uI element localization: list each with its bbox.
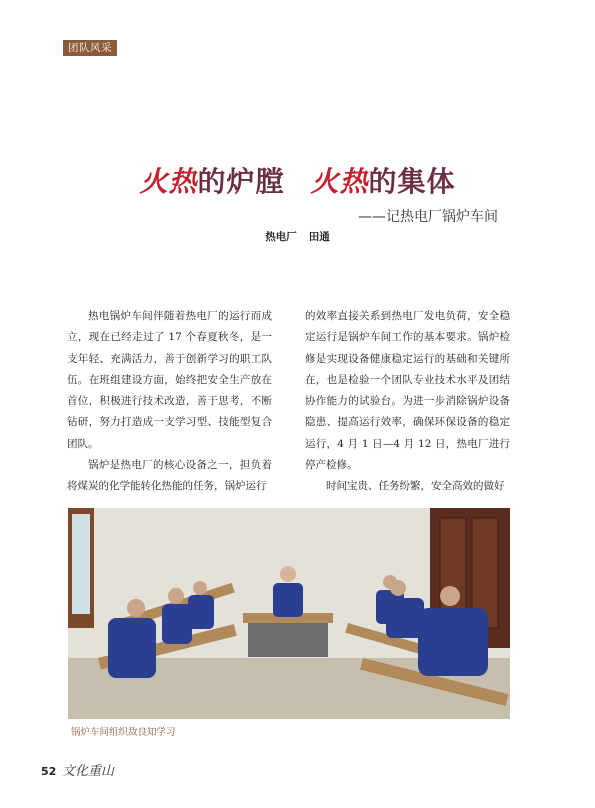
title-rest-2: 的集体 [368,165,456,198]
body-column-right [305,306,510,498]
paragraph: 时间宝贵、任务纷繁，安全高效的做好 [326,480,505,493]
page-number: 52 [41,765,57,778]
body-column-left [67,306,272,498]
title-highlight-1: 火热 [139,165,198,198]
section-tag: 团队风采 [63,40,117,56]
meeting-photo [68,508,510,719]
article-subtitle: ——记热电厂锅炉车间 [358,209,498,225]
magazine-logo [60,760,124,780]
byline-department: 热电厂 [265,231,297,243]
paragraph: 的效率直接关系到热电厂发电负荷，安全稳定运行是锅炉车间工作的基本要求。锅炉检修是实现设备健康稳定运行的基础和关键所在，也是检验一个团队专业技术水平及团结协作能力的试验台。为进一步消除锅炉设备隐患、提高运行效率，确保环保设备的稳定运行，4 月 1 日—4 月 12 日，热电厂进行停产检修。 [305,310,510,472]
byline-author: 田通 [308,231,330,243]
photo-caption: 锅炉车间组织敌良知学习 [71,727,176,738]
paragraph: 锅炉是热电厂的核心设备之一，担负着将煤炭的化学能转化热能的任务，锅炉运行 [67,459,272,493]
article-title [0,160,595,200]
title-rest-1: 的炉膛 [197,165,285,198]
title-highlight-2: 火热 [310,165,369,198]
paragraph: 热电锅炉车间伴随着热电厂的运行而成立，现在已经走过了 17 个春夏秋冬，是一支年轻、充满活力，善于创新学习的职工队伍。在班组建设方面，始终把安全生产放在首位，积极进行技术改造，善于思考，不断钻研，努力打造成一支学习型、技能型复合团队。 [67,310,272,450]
meeting-room-illustration [68,508,510,719]
svg-text:文化重山: 文化重山 [62,764,115,779]
byline [0,229,595,244]
